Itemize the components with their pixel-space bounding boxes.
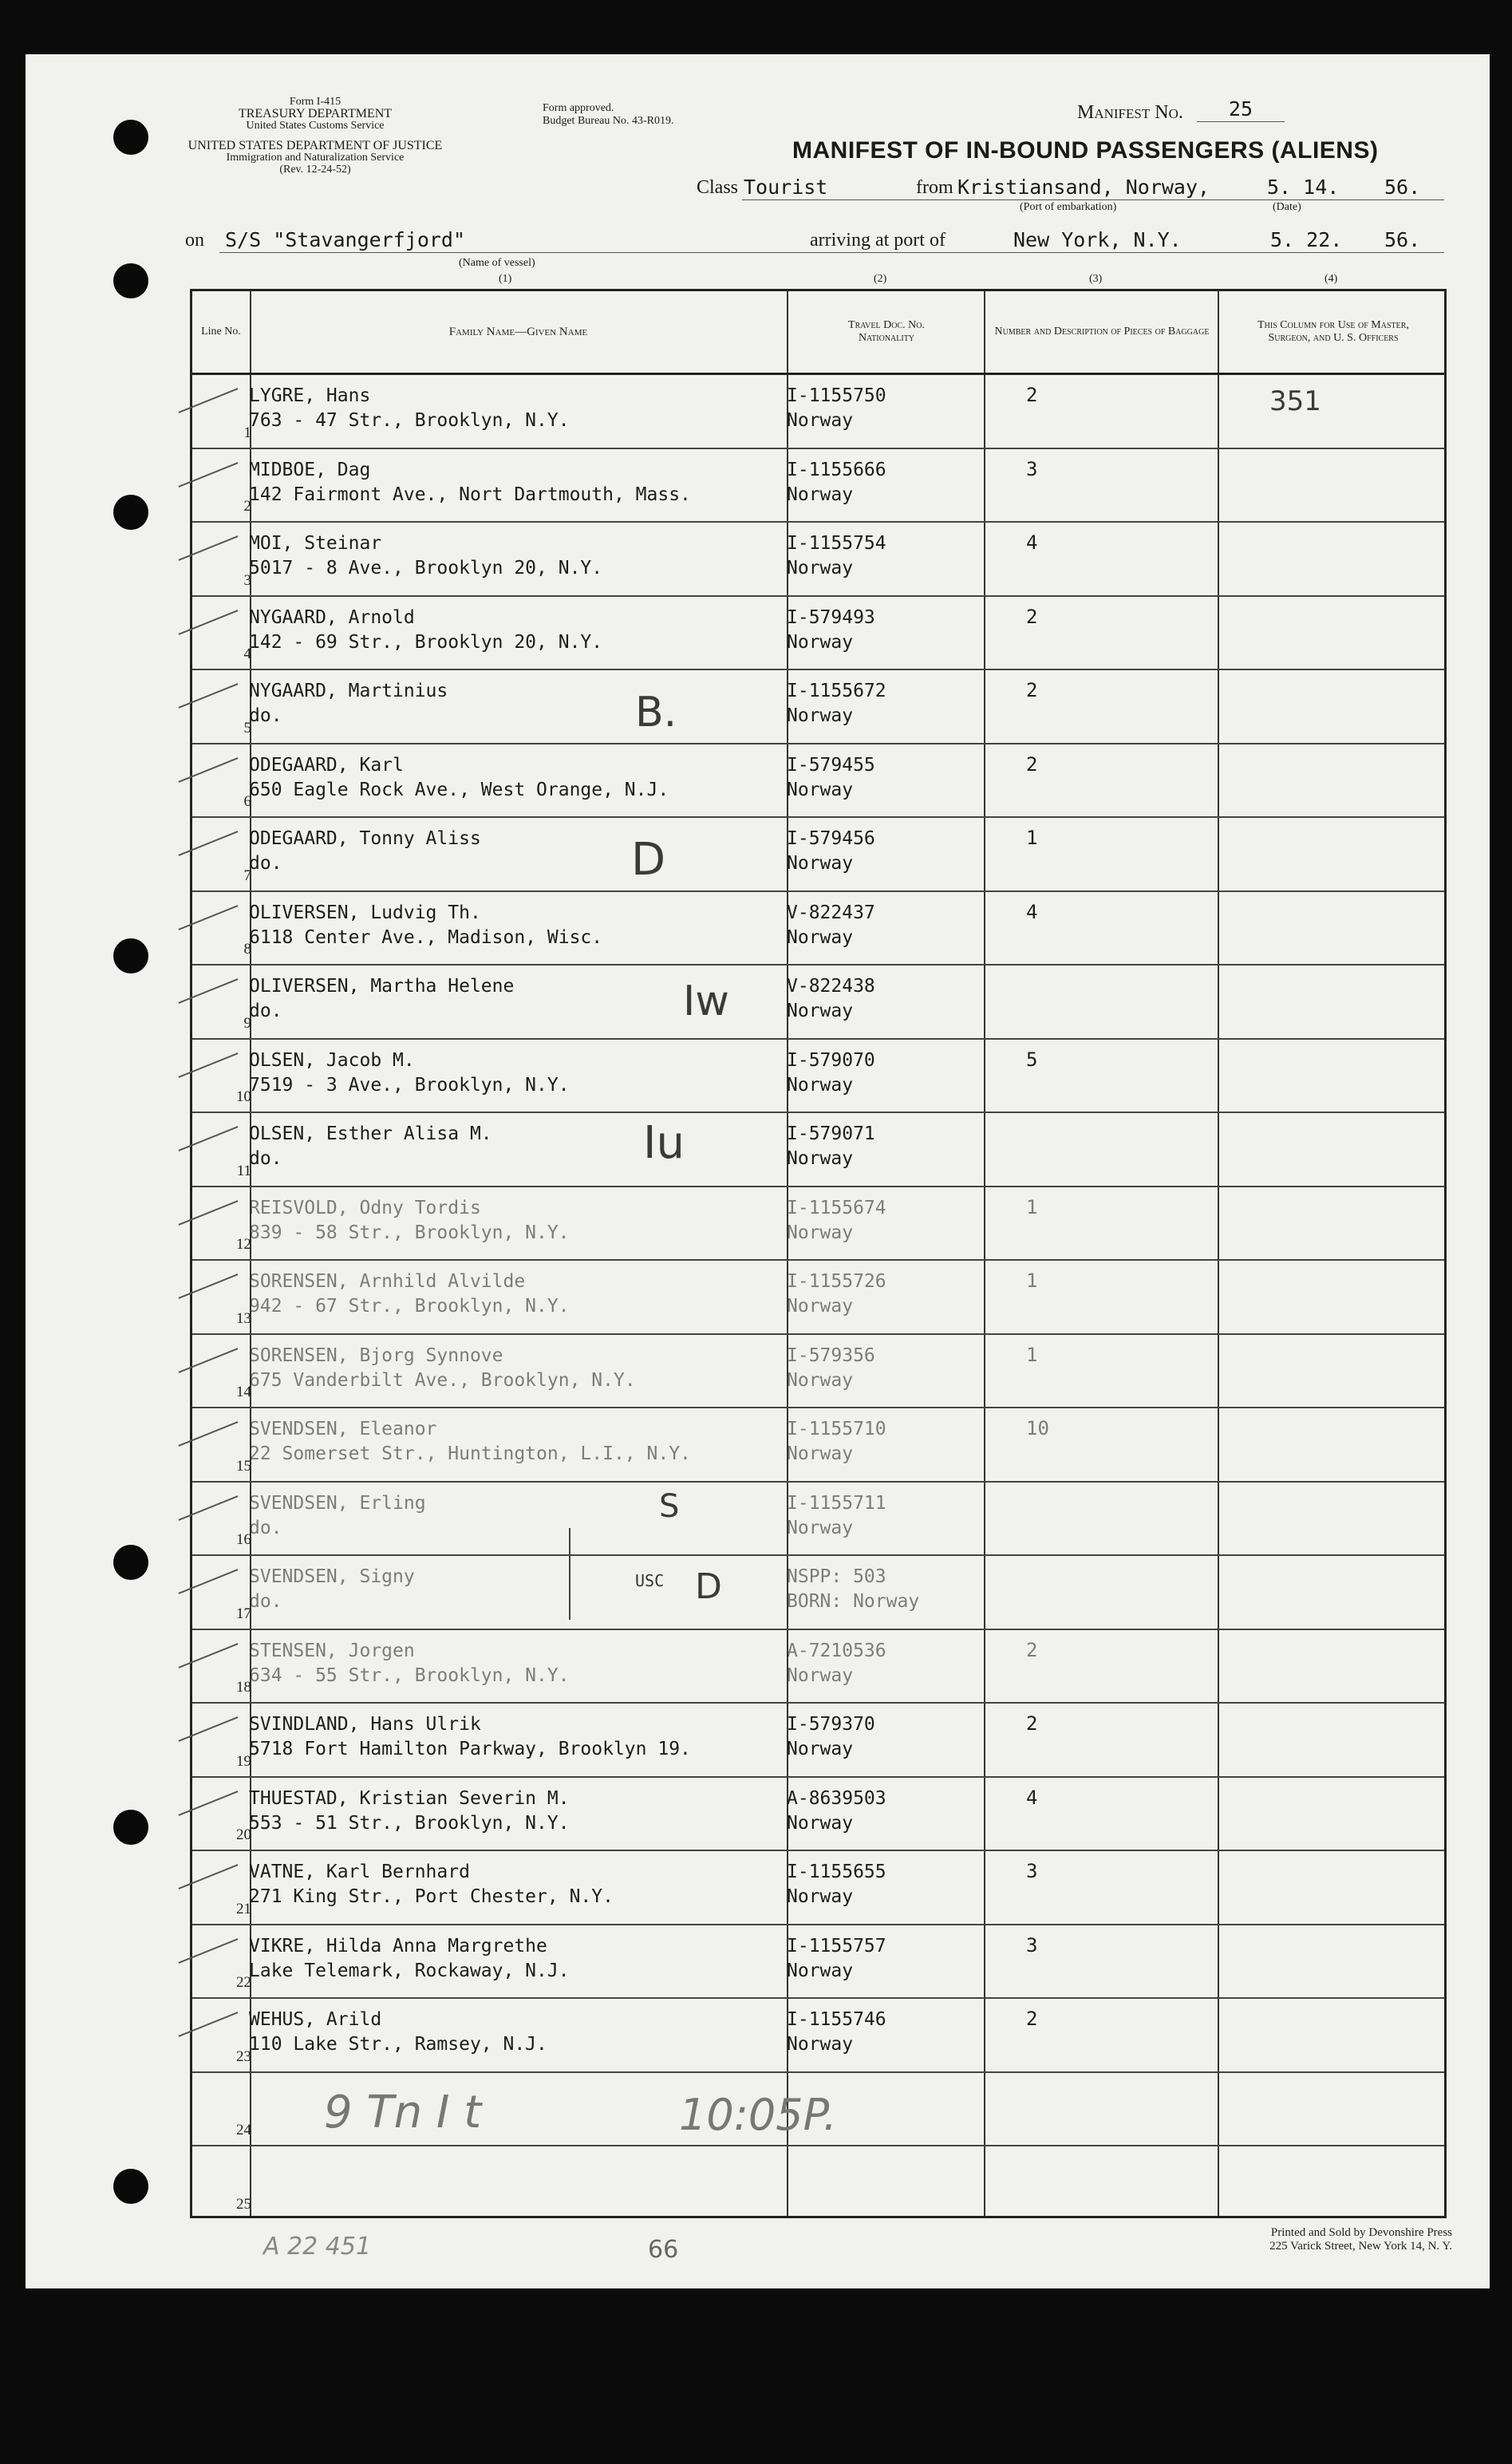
treasury-dept: TREASURY DEPARTMENT	[238, 107, 393, 120]
customs-service: United States Customs Service	[246, 120, 385, 132]
passenger-name-cell	[249, 1417, 691, 1467]
travel-doc-cell	[787, 1712, 875, 1762]
nationality: Norway	[787, 1074, 854, 1096]
passenger-name-cell	[249, 1048, 570, 1098]
passenger-name: SVENDSEN, Signy	[249, 1566, 415, 1587]
nationality: Norway	[787, 1812, 854, 1834]
baggage-count: 3	[1026, 1860, 1038, 1882]
travel-doc-number: A-7210536	[787, 1640, 886, 1661]
travel-doc-number: V-822437	[787, 902, 875, 923]
passenger-name-cell	[249, 1860, 614, 1909]
class-value: Tourist	[744, 176, 828, 199]
travel-doc-number: I-579370	[787, 1714, 875, 1735]
passenger-name-cell	[249, 458, 691, 507]
table-row	[192, 448, 1444, 523]
table-row	[192, 2146, 1444, 2220]
nationality: Norway	[787, 2034, 854, 2055]
arrival-year: 56.	[1384, 228, 1421, 251]
punch-hole-icon	[113, 263, 148, 298]
handwritten-page-number: 66	[648, 2236, 679, 2264]
line-number: 5	[243, 719, 251, 736]
passenger-address: do.	[249, 853, 282, 874]
line-number: 20	[236, 1826, 251, 1843]
arriving-label: arriving at port of	[810, 230, 945, 251]
ins-service: Immigration and Naturalization Service	[226, 152, 405, 164]
table-row	[192, 1260, 1444, 1334]
travel-doc-cell	[787, 458, 886, 507]
passenger-name-cell	[249, 974, 514, 1024]
passenger-address: do.	[249, 705, 282, 726]
line-number: 14	[236, 1384, 251, 1400]
baggage-count: 4	[1026, 531, 1038, 554]
passenger-name-cell	[249, 1565, 415, 1614]
passenger-name-cell	[249, 2008, 547, 2057]
passenger-name: SVENDSEN, Eleanor	[249, 1419, 437, 1439]
nationality: Norway	[787, 410, 854, 431]
nationality: BORN: Norway	[787, 1591, 920, 1612]
passenger-name-cell	[249, 384, 570, 433]
baggage-count: 2	[1026, 2008, 1038, 2030]
baggage-count: 10	[1026, 1417, 1049, 1439]
passenger-name: SVINDLAND, Hans Ulrik	[249, 1714, 481, 1735]
nationality: Norway	[787, 1664, 854, 1686]
passenger-address: 839 - 58 Str., Brooklyn, N.Y.	[249, 1222, 570, 1243]
baggage-count: 2	[1026, 679, 1038, 701]
header-officers: This Column for Use of Master, Surgeon, and U. S. Officers	[1257, 319, 1409, 344]
passenger-name-cell	[249, 1787, 570, 1836]
budget-line: Budget Bureau No. 43-R019.	[543, 115, 674, 127]
nationality: Norway	[787, 926, 854, 948]
table-row	[192, 1629, 1444, 1704]
travel-doc-number: NSPP: 503	[787, 1566, 886, 1587]
baggage-count: 1	[1026, 827, 1038, 849]
passenger-name: LYGRE, Hans	[249, 385, 371, 406]
manifest-title: MANIFEST OF IN-BOUND PASSENGERS (ALIENS)	[792, 137, 1379, 164]
header-name: Family Name—Given Name	[448, 326, 588, 338]
header-travel-doc: Travel Doc. No. Nationality	[848, 319, 925, 344]
travel-doc-number: I-1155711	[787, 1492, 886, 1514]
passenger-address: 5017 - 8 Ave., Brooklyn 20, N.Y.	[249, 558, 603, 578]
punch-hole-icon	[113, 1810, 148, 1845]
passenger-address: 271 King Str., Port Chester, N.Y.	[249, 1886, 614, 1907]
travel-doc-number: I-1155674	[787, 1197, 886, 1218]
manifest-no-value: 25	[1229, 97, 1253, 120]
punch-hole-icon	[113, 120, 148, 155]
passenger-name: MIDBOE, Dag	[249, 459, 371, 480]
passenger-name-cell	[249, 1934, 570, 1984]
travel-doc-number: I-1155710	[787, 1419, 886, 1439]
nationality: Norway	[787, 853, 854, 874]
printer-credit	[1269, 2226, 1452, 2253]
passenger-name: NYGAARD, Arnold	[249, 606, 415, 628]
justice-dept: UNITED STATES DEPARTMENT OF JUSTICE	[188, 139, 443, 152]
travel-doc-cell	[787, 384, 886, 433]
nationality: Norway	[787, 1001, 854, 1021]
table-row	[192, 744, 1444, 818]
baggage-count: 3	[1026, 457, 1038, 480]
baggage-count: 5	[1026, 1048, 1038, 1071]
baggage-count: 2	[1026, 1712, 1038, 1735]
line-number: 2	[243, 498, 251, 515]
line-number: 10	[236, 1088, 251, 1105]
passenger-name: NYGAARD, Martinius	[249, 681, 448, 701]
baggage-count: 2	[1026, 605, 1038, 628]
passenger-name-cell	[249, 1344, 636, 1393]
embarkation-year: 56.	[1384, 176, 1421, 199]
table-row	[192, 1408, 1444, 1482]
passenger-address: 7519 - 3 Ave., Brooklyn, N.Y.	[249, 1074, 570, 1096]
passenger-name-cell	[249, 901, 602, 950]
passenger-name: ODEGAARD, Karl	[249, 754, 404, 776]
nationality: Norway	[787, 1296, 854, 1317]
line-number: 12	[236, 1236, 251, 1253]
travel-doc-number: I-1155726	[787, 1271, 886, 1292]
baggage-count: 2	[1026, 752, 1038, 776]
line-number: 13	[236, 1309, 251, 1327]
nationality: Norway	[787, 1369, 854, 1391]
passenger-address: 22 Somerset Str., Huntington, L.I., N.Y.	[249, 1443, 691, 1464]
on-label: on	[185, 230, 204, 251]
table-row	[192, 1850, 1444, 1925]
manifest-no-underline	[1197, 121, 1285, 122]
nationality: Norway	[787, 1960, 854, 1981]
from-label: from	[916, 177, 953, 198]
travel-doc-number: I-1155672	[787, 681, 886, 701]
travel-doc-cell	[787, 1787, 886, 1836]
table-row	[192, 1482, 1444, 1556]
passenger-name-cell	[249, 1122, 492, 1171]
passenger-address: 675 Vanderbilt Ave., Brooklyn, N.Y.	[249, 1369, 636, 1391]
passenger-name: THUESTAD, Kristian Severin M.	[249, 1787, 570, 1809]
passenger-name: SVENDSEN, Erling	[249, 1492, 426, 1514]
travel-doc-cell	[787, 1048, 875, 1098]
handwritten-mark: S	[659, 1488, 680, 1525]
passenger-name: OLSEN, Esther Alisa M.	[249, 1123, 492, 1144]
table-row	[192, 891, 1444, 965]
nationality: Norway	[787, 1517, 854, 1538]
table-row	[192, 1555, 1444, 1629]
travel-doc-number: I-1155655	[787, 1862, 886, 1882]
passenger-name-cell	[249, 606, 602, 655]
passenger-address: 634 - 55 Str., Brooklyn, N.Y.	[249, 1664, 570, 1686]
line-number: 1	[243, 424, 251, 441]
arrival-port: New York, N.Y.	[1013, 228, 1182, 251]
passenger-name: OLSEN, Jacob M.	[249, 1049, 415, 1071]
line-number: 11	[236, 1162, 251, 1179]
vessel-caption: (Name of vessel)	[459, 257, 535, 269]
table-row	[192, 1334, 1444, 1408]
travel-doc-number: I-579493	[787, 606, 875, 628]
form-number: Form I-415	[289, 96, 341, 108]
table-row	[192, 374, 1444, 448]
baggage-count: 2	[1026, 384, 1038, 406]
handwritten-signature: 9 Tn I t	[324, 2087, 482, 2138]
nationality: Norway	[787, 1886, 854, 1907]
printer-line-1: Printed and Sold by Devonshire Press	[1270, 2226, 1452, 2239]
passenger-name-cell	[249, 1196, 570, 1246]
passenger-name: OLIVERSEN, Ludvig Th.	[249, 902, 481, 923]
nationality: Norway	[787, 631, 854, 653]
line-number: 24	[236, 2122, 251, 2138]
passenger-name-cell	[249, 1491, 426, 1541]
table-row	[192, 1703, 1444, 1777]
travel-doc-cell	[787, 974, 875, 1024]
passenger-address: 650 Eagle Rock Ave., West Orange, N.J.	[249, 779, 669, 800]
passenger-name-cell	[249, 1712, 691, 1762]
passenger-name-cell	[249, 753, 669, 803]
travel-doc-number: I-1155746	[787, 2009, 886, 2030]
line-number: 3	[243, 571, 251, 589]
printer-line-2: 225 Varick Street, New York 14, N. Y.	[1269, 2240, 1452, 2253]
travel-doc-cell	[787, 531, 886, 581]
passenger-name: SORENSEN, Bjorg Synnove	[249, 1345, 503, 1366]
passenger-name-cell	[249, 1270, 570, 1319]
travel-doc-number: I-579071	[787, 1123, 875, 1144]
travel-doc-cell	[787, 1122, 875, 1171]
form-agency-block	[172, 96, 459, 176]
form-revision: (Rev. 12-24-52)	[279, 164, 351, 176]
punch-hole-icon	[113, 495, 148, 530]
col-num-4: (4)	[1324, 273, 1338, 285]
handwritten-stroke	[569, 1528, 570, 1620]
table-row	[192, 965, 1444, 1039]
baggage-count: 2	[1026, 1638, 1038, 1661]
nationality: Norway	[787, 1222, 854, 1243]
baggage-count: 4	[1026, 1786, 1038, 1809]
travel-doc-cell	[787, 901, 875, 950]
class-line	[742, 199, 1444, 200]
handwritten-mark: Iu	[643, 1117, 685, 1169]
passenger-name: ODEGAARD, Tonny Aliss	[249, 828, 481, 849]
passenger-address: Lake Telemark, Rockaway, N.J.	[249, 1960, 570, 1981]
passenger-address: do.	[249, 1517, 282, 1538]
passenger-address: 942 - 67 Str., Brooklyn, N.Y.	[249, 1296, 570, 1317]
passenger-address: 763 - 47 Str., Brooklyn, N.Y.	[249, 410, 570, 431]
travel-doc-cell	[787, 679, 886, 729]
table-row	[192, 522, 1444, 596]
embarkation-port: Kristiansand, Norway,	[957, 176, 1210, 199]
table-row	[192, 596, 1444, 670]
table-row	[192, 1112, 1444, 1187]
line-number: 25	[236, 2195, 251, 2213]
travel-doc-cell	[787, 1491, 886, 1541]
table-row	[192, 669, 1444, 744]
line-number: 6	[243, 793, 251, 810]
class-label: Class	[697, 177, 739, 198]
line-number: 15	[236, 1457, 251, 1475]
passenger-name: VATNE, Karl Bernhard	[249, 1862, 470, 1882]
vessel-line	[219, 252, 1444, 253]
passenger-table	[190, 289, 1447, 2218]
table-row	[192, 1039, 1444, 1113]
line-number: 17	[236, 1605, 251, 1622]
passenger-name: WEHUS, Arild	[249, 2009, 382, 2030]
baggage-count: 3	[1026, 1933, 1038, 1957]
travel-doc-number: I-579356	[787, 1345, 875, 1366]
travel-doc-cell	[787, 606, 875, 655]
travel-doc-cell	[787, 1639, 886, 1688]
baggage-count: 1	[1026, 1195, 1038, 1218]
passenger-name: MOI, Steinar	[249, 533, 382, 554]
travel-doc-cell	[787, 1270, 886, 1319]
line-number: 9	[243, 1014, 251, 1032]
passenger-address: 6118 Center Ave., Madison, Wisc.	[249, 926, 603, 948]
passenger-name-cell	[249, 1639, 570, 1688]
baggage-count: 4	[1026, 900, 1038, 923]
table-row	[192, 817, 1444, 891]
travel-doc-cell	[787, 1565, 919, 1614]
line-number: 23	[236, 2047, 251, 2065]
line-number: 4	[243, 646, 251, 662]
travel-doc-cell	[787, 1860, 886, 1909]
passenger-address: do.	[249, 1591, 282, 1612]
approved-line: Form approved.	[543, 102, 614, 114]
nationality: Norway	[787, 1148, 854, 1169]
officer-note: 351	[1269, 385, 1321, 417]
passenger-address: 110 Lake Str., Ramsey, N.J.	[249, 2034, 547, 2055]
passenger-address: 142 - 69 Str., Brooklyn 20, N.Y.	[249, 631, 603, 653]
nationality: Norway	[787, 1443, 854, 1464]
nationality: Norway	[787, 779, 854, 800]
line-number: 19	[236, 1752, 251, 1770]
passenger-address: 553 - 51 Str., Brooklyn, N.Y.	[249, 1812, 570, 1834]
header-line-no: Line No.	[201, 326, 241, 338]
travel-doc-number: V-822438	[787, 976, 875, 997]
passenger-name: SORENSEN, Arnhild Alvilde	[249, 1271, 526, 1292]
nationality: Norway	[787, 705, 854, 726]
travel-doc-number: I-1155750	[787, 385, 886, 406]
handwritten-mark: D	[631, 834, 666, 886]
budget-approval	[543, 102, 673, 128]
nationality: Norway	[787, 484, 854, 505]
handwritten-time: 10:05P.	[679, 2090, 837, 2140]
port-caption: (Port of embarkation)	[1020, 201, 1117, 213]
date-caption: (Date)	[1273, 201, 1301, 213]
passenger-name: STENSEN, Jorgen	[249, 1640, 415, 1661]
handwritten-mark: D	[695, 1566, 722, 1607]
punch-hole-icon	[113, 1545, 148, 1580]
travel-doc-cell	[787, 827, 875, 876]
vessel-name: S/S "Stavangerfjord"	[225, 228, 466, 251]
arrival-date: 5. 22.	[1270, 228, 1343, 251]
passenger-name-cell	[249, 827, 481, 876]
col-num-3: (3)	[1089, 273, 1103, 285]
handwritten-note: A 22 451	[263, 2233, 372, 2261]
col-num-2: (2)	[874, 273, 887, 285]
travel-doc-cell	[787, 753, 875, 803]
punch-hole-icon	[113, 2169, 148, 2204]
travel-doc-number: I-1155666	[787, 459, 886, 480]
handwritten-mark: Iw	[683, 977, 729, 1025]
travel-doc-number: I-579456	[787, 828, 875, 849]
baggage-count: 1	[1026, 1343, 1038, 1366]
passenger-name-cell	[249, 531, 602, 581]
travel-doc-cell	[787, 1196, 886, 1246]
travel-doc-cell	[787, 1344, 875, 1393]
table-row	[192, 1777, 1444, 1851]
line-number: 16	[236, 1531, 251, 1548]
passenger-address: do.	[249, 1148, 282, 1169]
col-num-1: (1)	[499, 273, 512, 285]
table-row	[192, 1998, 1444, 2072]
travel-doc-number: I-579070	[787, 1049, 875, 1071]
nationality: Norway	[787, 1739, 854, 1759]
travel-doc-cell	[787, 2008, 886, 2057]
handwritten-mark: USC	[635, 1571, 665, 1590]
travel-doc-number: I-579455	[787, 754, 875, 776]
nationality: Norway	[787, 558, 854, 578]
travel-doc-number: I-1155757	[787, 1935, 886, 1957]
table-row	[192, 1925, 1444, 1999]
embarkation-date: 5. 14.	[1267, 176, 1340, 199]
baggage-count: 1	[1026, 1270, 1038, 1292]
line-number: 8	[243, 941, 251, 958]
passenger-address: 142 Fairmont Ave., Nort Dartmouth, Mass.	[249, 484, 691, 505]
line-number: 18	[236, 1679, 251, 1696]
manifest-no-label: Manifest No.	[1077, 102, 1183, 123]
handwritten-mark: B.	[635, 689, 677, 736]
line-number: 22	[236, 1974, 251, 1991]
passenger-address: do.	[249, 1001, 282, 1021]
passenger-address: 5718 Fort Hamilton Parkway, Brooklyn 19.	[249, 1739, 691, 1759]
header-baggage: Number and Description of Pieces of Baggage	[994, 326, 1210, 338]
travel-doc-number: I-1155754	[787, 533, 886, 554]
punch-hole-icon	[113, 938, 148, 973]
line-number: 21	[236, 1900, 251, 1917]
passenger-name: OLIVERSEN, Martha Helene	[249, 976, 515, 997]
travel-doc-number: A-8639503	[787, 1787, 886, 1809]
passenger-name: REISVOLD, Odny Tordis	[249, 1197, 481, 1218]
passenger-name: VIKRE, Hilda Anna Margrethe	[249, 1935, 547, 1957]
passenger-name-cell	[249, 679, 448, 729]
line-number: 7	[243, 867, 251, 884]
table-row	[192, 1187, 1444, 1261]
travel-doc-cell	[787, 1934, 886, 1984]
travel-doc-cell	[787, 1417, 886, 1467]
